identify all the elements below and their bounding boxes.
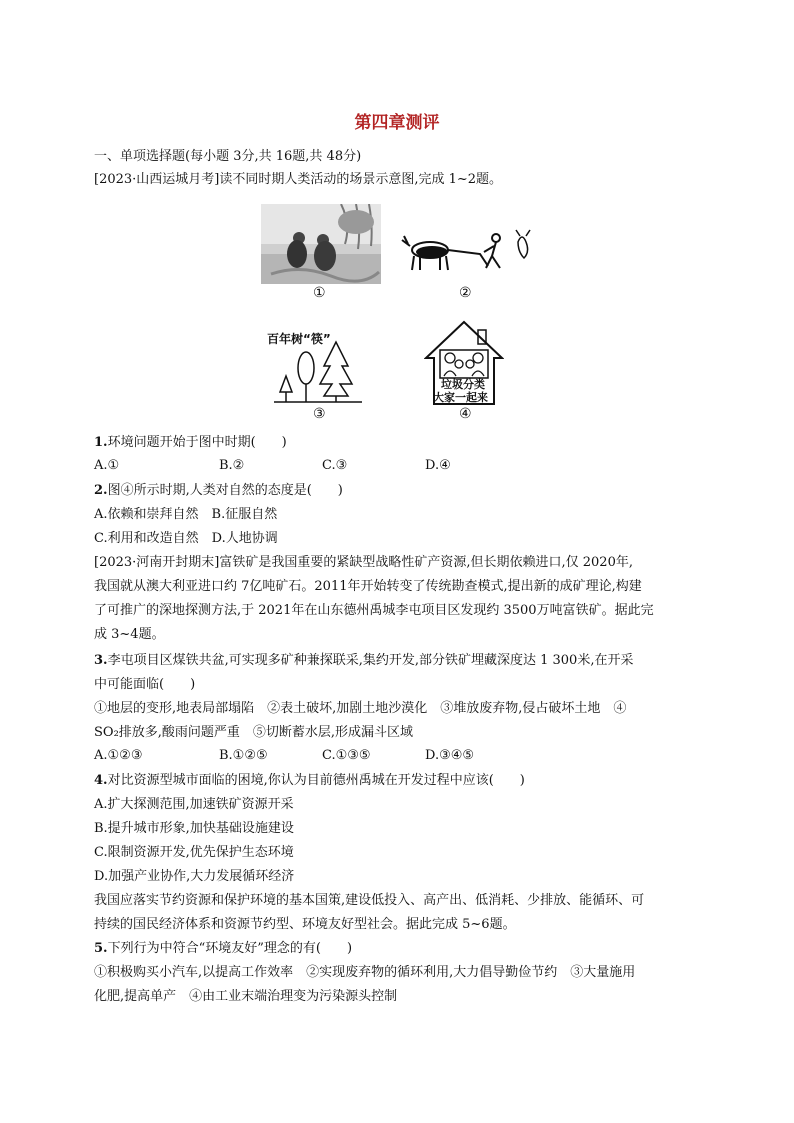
question-3-text: 李屯项目区煤铁共盆,可实现多矿种兼探联采,集约开发,部分铁矿埋藏深度达 1 300米,在开采	[107, 653, 634, 668]
question-4-option-d: D.加强产业协作,大力发展循环经济	[94, 869, 295, 884]
question-2-number: 2.	[94, 483, 108, 498]
intro-1-2: [2023·山西运城月考]读不同时期人类活动的场景示意图,完成 1~2题。	[94, 172, 503, 187]
question-3-number: 3.	[94, 653, 108, 668]
question-4	[94, 772, 525, 790]
question-1-option-b: B.②	[219, 458, 245, 473]
intro-5-6-line-1: 我国应落实节约资源和保护环境的基本国策,建设低投入、高产出、低消耗、少排放、能循环、可	[94, 893, 645, 908]
question-3	[94, 652, 633, 670]
question-1-number: 1.	[94, 435, 108, 450]
figure-1-image	[261, 204, 381, 284]
question-5-text: 下列行为中符合“环境友好”理念的有( )	[107, 941, 353, 956]
question-2-options-row-1: A.依赖和崇拜自然 B.征服自然	[94, 507, 278, 522]
intro-5-6-line-2: 持续的国民经济体系和资源节约型、环境友好型社会。据此完成 5~6题。	[94, 917, 516, 932]
figure-4-label: ④	[459, 406, 472, 422]
figure-4-caption-2: 大家一起来	[433, 391, 488, 404]
question-2-options-row-2: C.利用和改造自然 D.人地协调	[94, 531, 278, 546]
question-4-option-c: C.限制资源开发,优先保护生态环境	[94, 845, 294, 860]
question-4-text: 对比资源型城市面临的困境,你认为目前德州禹城在开发过程中应该( )	[107, 773, 525, 788]
question-3-option-d: D.③④⑤	[425, 748, 475, 763]
intro-3-4-line-2: 我国就从澳大利亚进口约 7亿吨矿石。2011年开始转变了传统勘查模式,提出新的成矿理论,构建	[94, 579, 642, 594]
question-2	[94, 482, 343, 500]
question-1-option-d: D.④	[425, 458, 451, 473]
question-5-number: 5.	[94, 941, 108, 956]
section-heading: 一、单项选择题(每小题 3分,共 16题,共 48分)	[94, 149, 362, 164]
question-1	[94, 434, 287, 452]
question-4-number: 4.	[94, 773, 108, 788]
question-3-option-c: C.①③⑤	[322, 748, 371, 763]
question-2-text: 图④所示时期,人类对自然的态度是( )	[107, 483, 343, 498]
figure-4-caption-1: 垃圾分类	[441, 378, 485, 391]
question-3-option-b: B.①②⑤	[219, 748, 268, 763]
question-1-option-c: C.③	[322, 458, 348, 473]
question-3-text-line-2: 中可能面临( )	[94, 677, 196, 692]
figure-3-image	[272, 340, 364, 404]
question-1-text: 环境问题开始于图中时期( )	[107, 435, 287, 450]
intro-3-4-line-1: [2023·河南开封期末]富铁矿是我国重要的紧缺型战略性矿产资源,但长期依赖进口,仅 2020年,	[94, 555, 633, 570]
question-5	[94, 940, 352, 958]
figure-1-label: ①	[313, 285, 326, 301]
question-5-items-line-1: ①积极购买小汽车,以提高工作效率 ②实现废弃物的循环利用,大力倡导勤俭节约 ③大量施用	[94, 965, 636, 980]
question-4-option-b: B.提升城市形象,加快基础设施建设	[94, 821, 294, 836]
question-4-option-a: A.扩大探测范围,加速铁矿资源开采	[94, 797, 294, 812]
question-3-items-line-2: SO₂排放多,酸雨问题严重 ⑤切断蓄水层,形成漏斗区域	[94, 725, 414, 740]
question-1-option-a: A.①	[94, 458, 120, 473]
question-3-items-line-1: ①地层的变形,地表局部塌陷 ②表土破坏,加剧土地沙漠化 ③堆放废弃物,侵占破坏土地 ④	[94, 701, 627, 716]
question-3-option-a: A.①②③	[94, 748, 143, 763]
figure-3-label: ③	[313, 406, 326, 422]
page-title: 第四章测评	[354, 113, 440, 133]
figure-2-image	[400, 228, 540, 278]
figure-3-caption: 百年树“筷”	[267, 332, 331, 346]
figure-2-label: ②	[459, 285, 472, 301]
intro-3-4-line-4: 成 3~4题。	[94, 627, 165, 642]
question-5-items-line-2: 化肥,提高单产 ④由工业末端治理变为污染源头控制	[94, 989, 398, 1004]
intro-3-4-line-3: 了可推广的深地探测方法,于 2021年在山东德州禹城李屯项目区发现约 3500万吨富铁矿。据此完	[94, 603, 654, 618]
